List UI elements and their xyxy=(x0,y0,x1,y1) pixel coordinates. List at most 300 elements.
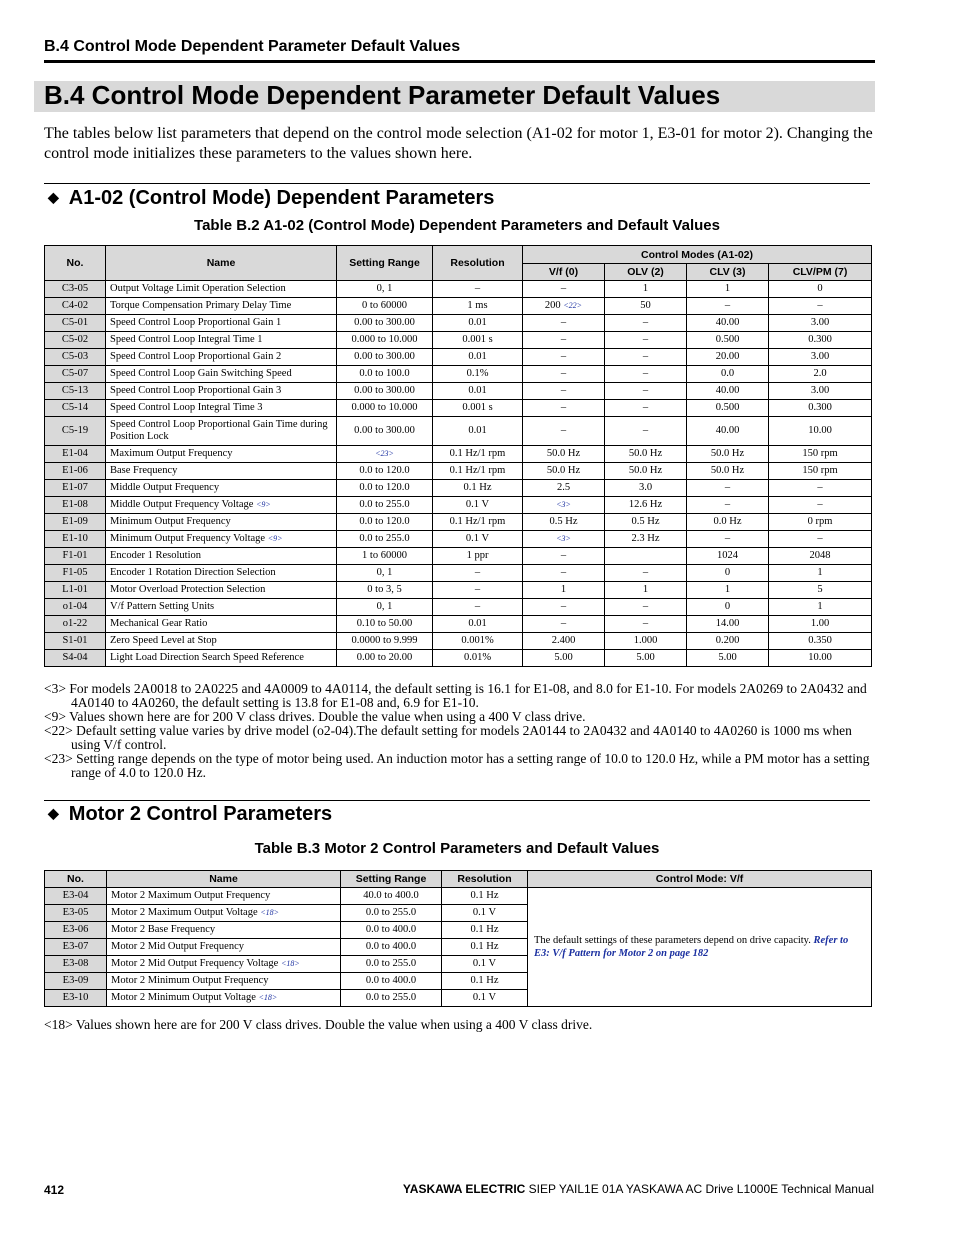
cell-text: 40.00 xyxy=(715,317,740,328)
cell-clv xyxy=(687,417,769,446)
cell-text: 0.1 Hz xyxy=(470,941,499,952)
cell-range xyxy=(337,582,433,599)
cell-text: Motor 2 Minimum Output Voltage xyxy=(111,992,259,1003)
cell-res xyxy=(442,956,528,973)
cell-text: 0.1 V xyxy=(472,992,497,1003)
footnote-ref-link[interactable]: <23> xyxy=(375,449,394,458)
cell-name xyxy=(106,383,337,400)
cell-clvpm xyxy=(769,548,872,565)
cross-reference-link[interactable]: Refer to E3: V/f Pattern for Motor 2 on page 182 xyxy=(534,935,849,959)
cell-vf xyxy=(523,463,605,480)
cell-range xyxy=(341,922,442,939)
cell-text: – xyxy=(817,482,823,493)
table-row xyxy=(45,400,872,417)
table-row xyxy=(45,582,872,599)
cell-text: E3-10 xyxy=(62,992,89,1003)
cell-olv xyxy=(605,548,687,565)
table-row xyxy=(45,531,872,548)
cell-text: – xyxy=(642,567,649,578)
cell-text: – xyxy=(560,567,567,578)
cell-name xyxy=(107,939,341,956)
cell-clv xyxy=(687,400,769,417)
cell-text: 0.500 xyxy=(715,402,740,413)
cell-text: – xyxy=(560,283,567,294)
cell-text: – xyxy=(724,533,731,544)
cell-text: 0.5 Hz xyxy=(631,516,660,527)
footnote-ref-link[interactable]: <18> xyxy=(260,908,280,917)
cell-text: 0, 1 xyxy=(376,601,393,612)
cell-text: – xyxy=(817,300,823,311)
cell-text: 0.0 to 400.0 xyxy=(365,924,417,935)
cell-vf xyxy=(523,298,605,315)
cell-clvpm xyxy=(769,383,872,400)
cell-res xyxy=(442,888,528,905)
cell-text: 1024 xyxy=(717,550,738,561)
cell-text: 0.200 xyxy=(715,635,740,646)
table-row xyxy=(45,480,872,497)
cell-name xyxy=(107,922,341,939)
cell-text: o1-22 xyxy=(62,618,88,629)
cell-text: Minimum Output Frequency xyxy=(110,516,231,527)
footnote-ref-link[interactable]: <18> xyxy=(258,993,278,1002)
cell-text: 0.1 Hz xyxy=(463,482,492,493)
cell-range xyxy=(337,400,433,417)
cell-text: Zero Speed Level at Stop xyxy=(110,635,217,646)
cell-olv xyxy=(605,332,687,349)
cell-no xyxy=(45,480,106,497)
cell-vf xyxy=(523,497,605,514)
cell-text: 1 xyxy=(817,601,823,612)
col-header-range: Setting Range xyxy=(337,246,433,281)
cell-no xyxy=(45,990,107,1007)
cell-clv xyxy=(687,565,769,582)
cell-range xyxy=(337,417,433,446)
table-row xyxy=(45,281,872,298)
cell-clv xyxy=(687,497,769,514)
footer-doc-title xyxy=(403,1182,874,1196)
cell-range xyxy=(337,633,433,650)
cell-res xyxy=(442,973,528,990)
cell-res xyxy=(433,298,523,315)
table-row xyxy=(45,366,872,383)
subsection-rule xyxy=(44,183,870,184)
cell-res xyxy=(433,417,523,446)
cell-clvpm xyxy=(769,599,872,616)
cell-text: C5-14 xyxy=(61,402,89,413)
cell-text: 10.00 xyxy=(808,652,832,663)
cell-text: Encoder 1 Resolution xyxy=(110,550,201,561)
cell-text: 0 xyxy=(724,601,731,612)
cell-no xyxy=(45,956,107,973)
cell-range xyxy=(337,514,433,531)
col-header-olv: OLV (2) xyxy=(605,264,687,281)
cell-text: o1-04 xyxy=(62,601,88,612)
cell-res xyxy=(433,616,523,633)
cell-text: 0.01 xyxy=(468,618,487,629)
cell-range xyxy=(337,548,433,565)
cell-text: 50.0 Hz xyxy=(710,465,745,476)
cell-no xyxy=(45,905,107,922)
table-row xyxy=(45,497,872,514)
cell-name xyxy=(106,531,337,548)
cell-text: 50 xyxy=(640,300,651,311)
cell-text: Middle Output Frequency Voltage xyxy=(110,499,257,510)
cell-text: 0.01 xyxy=(468,351,487,362)
cell-range xyxy=(341,956,442,973)
cell-range xyxy=(337,366,433,383)
footnote-ref-link[interactable]: <3> xyxy=(556,500,571,509)
cell-clv xyxy=(687,633,769,650)
cell-clv xyxy=(687,446,769,463)
cell-text: – xyxy=(560,351,567,362)
col-header-no: No. xyxy=(45,246,106,281)
cell-text: C5-03 xyxy=(61,351,89,362)
cell-text: 1 xyxy=(560,584,567,595)
table-caption-b3: Table B.3 Motor 2 Control Parameters and Default Values xyxy=(254,840,660,857)
cell-text: C5-02 xyxy=(61,334,89,345)
cell-clv xyxy=(687,548,769,565)
footnote-ref-link[interactable]: <22> xyxy=(563,301,583,310)
cell-text: – xyxy=(474,283,481,294)
cell-text: 40.0 to 400.0 xyxy=(363,890,419,901)
cell-text: 150 rpm xyxy=(802,465,838,476)
cell-range xyxy=(337,281,433,298)
footer-brand: YASKAWA ELECTRIC xyxy=(402,1182,526,1196)
cell-olv xyxy=(605,383,687,400)
cell-text: 0.1% xyxy=(466,368,489,379)
footnotes-b2 xyxy=(44,682,874,780)
cell-text: 0.1 Hz/1 rpm xyxy=(449,465,506,476)
cell-text: C3-05 xyxy=(61,283,89,294)
cell-name xyxy=(106,599,337,616)
cell-olv xyxy=(605,298,687,315)
cell-text: 1 ms xyxy=(467,300,488,311)
cell-text: E3-06 xyxy=(62,924,89,935)
cell-name xyxy=(106,548,337,565)
cell-olv xyxy=(605,616,687,633)
cell-text: 1 xyxy=(724,584,731,595)
cell-text: 40.00 xyxy=(715,385,740,396)
cell-olv xyxy=(605,565,687,582)
cell-text: Output Voltage Limit Operation Selection xyxy=(110,283,286,294)
cell-name xyxy=(106,332,337,349)
cell-text: E1-10 xyxy=(62,533,88,544)
cell-clvpm xyxy=(769,349,872,366)
cell-clv xyxy=(687,366,769,383)
cell-text: E3-08 xyxy=(62,958,89,969)
cell-text: 0.1 V xyxy=(472,958,497,969)
cell-text: Torque Compensation Primary Delay Time xyxy=(110,300,292,311)
cell-text: 0.1 Hz xyxy=(470,924,499,935)
cell-text: 0.0000 to 9.999 xyxy=(351,635,418,646)
cell-text: 0.10 to 50.00 xyxy=(356,618,413,629)
section-title: B.4 Control Mode Dependent Parameter Default Values xyxy=(44,80,721,110)
cell-text: – xyxy=(724,300,731,311)
footnote-ref-link[interactable]: <3> xyxy=(556,534,571,543)
cell-text: 1 xyxy=(642,584,649,595)
cell-no xyxy=(45,599,106,616)
page-number: 412 xyxy=(44,1183,65,1197)
cell-clv xyxy=(687,514,769,531)
cell-range xyxy=(337,332,433,349)
cell-vf xyxy=(523,400,605,417)
cell-name xyxy=(106,366,337,383)
cell-text: 12.6 Hz xyxy=(628,499,663,510)
cell-text: 0.00 to 300.00 xyxy=(354,425,415,436)
cell-text: E1-08 xyxy=(62,499,88,510)
cell-olv xyxy=(605,366,687,383)
cell-vf xyxy=(523,582,605,599)
cell-text: 0 rpm xyxy=(807,516,833,527)
cell-olv xyxy=(605,400,687,417)
col-header-clv: CLV (3) xyxy=(687,264,769,281)
cell-text: E1-04 xyxy=(62,448,88,459)
cell-no xyxy=(45,281,106,298)
cell-text: 0.500 xyxy=(715,334,740,345)
cell-res xyxy=(433,633,523,650)
cell-name xyxy=(106,315,337,332)
cell-text: 0.1 Hz xyxy=(470,975,499,986)
cell-vf xyxy=(523,446,605,463)
cell-no xyxy=(45,582,106,599)
cell-text: 3.00 xyxy=(810,317,830,328)
cell-text: 0.1 Hz/1 rpm xyxy=(449,448,506,459)
cell-vf xyxy=(523,599,605,616)
footnote: <22> Default setting value varies by drive model (o2-04).The default setting for models 2A0144 to 2A0432 and 4A0140 to 4A0260 is 1000 ms when using V/f control. xyxy=(44,723,852,752)
table-b3 xyxy=(44,870,872,1007)
cell-res xyxy=(442,990,528,1007)
cell-text: Speed Control Loop Proportional Gain 2 xyxy=(110,351,282,362)
cell-clvpm xyxy=(769,417,872,446)
cell-text: Motor 2 Mid Output Frequency Voltage xyxy=(111,958,281,969)
cell-olv xyxy=(605,446,687,463)
col-header-no: No. xyxy=(45,871,107,888)
cell-text: 0.01% xyxy=(463,652,492,663)
cell-no xyxy=(45,939,107,956)
cell-text: 0.1 V xyxy=(465,533,490,544)
cell-text: 0 xyxy=(724,567,731,578)
cell-text: – xyxy=(642,317,649,328)
cell-no xyxy=(45,973,107,990)
cell-text: V/f Pattern Setting Units xyxy=(110,601,215,612)
cell-clv xyxy=(687,315,769,332)
cell-no xyxy=(45,922,107,939)
cell-text: 40.00 xyxy=(715,425,740,436)
cell-text: – xyxy=(642,601,649,612)
cell-name xyxy=(106,633,337,650)
cell-text: Speed Control Loop Integral Time 1 xyxy=(110,334,263,345)
cell-text: 0.00 to 300.00 xyxy=(354,385,415,396)
cell-text: 0.0 to 120.0 xyxy=(359,516,410,527)
cell-text: 0.00 to 20.00 xyxy=(356,652,413,663)
cell-text: 2.0 xyxy=(813,368,827,379)
table-b2 xyxy=(44,245,872,667)
cell-text: 0.350 xyxy=(808,635,832,646)
cell-text: 0.000 to 10.000 xyxy=(351,402,418,413)
table-row xyxy=(45,417,872,446)
cell-vf xyxy=(523,650,605,667)
cell-text: Speed Control Loop Integral Time 3 xyxy=(110,402,263,413)
cell-range xyxy=(341,990,442,1007)
cell-text: 200 xyxy=(544,300,564,311)
footnote-ref-link[interactable]: <18> xyxy=(280,959,300,968)
col-header-range: Setting Range xyxy=(341,871,442,888)
cell-name xyxy=(106,616,337,633)
cell-text: 50.0 Hz xyxy=(546,465,581,476)
cell-res xyxy=(433,400,523,417)
cell-range xyxy=(337,480,433,497)
cell-no xyxy=(45,531,106,548)
cell-text: 0.5 Hz xyxy=(549,516,578,527)
subsection-title: Motor 2 Control Parameters xyxy=(68,803,333,825)
cell-olv xyxy=(605,650,687,667)
cell-text: 5.00 xyxy=(636,652,655,663)
cell-no xyxy=(45,548,106,565)
cell-text: 0.00 to 300.00 xyxy=(354,351,415,362)
cell-text: 0.0 to 400.0 xyxy=(365,975,417,986)
cell-text: – xyxy=(560,550,567,561)
cell-clvpm xyxy=(769,298,872,315)
cell-text: – xyxy=(474,584,481,595)
cell-text: S1-01 xyxy=(62,635,88,646)
cell-name xyxy=(106,417,337,446)
cell-no xyxy=(45,514,106,531)
diamond-bullet-icon: ◆ xyxy=(48,189,59,205)
cell-text: – xyxy=(642,402,649,413)
cell-vf xyxy=(523,383,605,400)
cell-text: – xyxy=(642,425,649,436)
cell-text: – xyxy=(560,334,567,345)
cell-res xyxy=(433,497,523,514)
cell-name xyxy=(107,990,341,1007)
cell-res xyxy=(442,939,528,956)
cell-range xyxy=(337,599,433,616)
cell-text: 1 ppr xyxy=(466,550,489,561)
cell-text: 5.00 xyxy=(554,652,573,663)
cell-text: Mechanical Gear Ratio xyxy=(110,618,208,629)
cell-vf xyxy=(523,332,605,349)
cell-vf xyxy=(523,366,605,383)
cell-res xyxy=(433,480,523,497)
cell-range xyxy=(337,349,433,366)
cell-no xyxy=(45,463,106,480)
subsection-title: A1-02 (Control Mode) Dependent Parameters xyxy=(68,187,495,209)
cell-text: 0.1 V xyxy=(465,499,490,510)
cell-clv xyxy=(687,383,769,400)
cell-text: 1.00 xyxy=(810,618,830,629)
cell-text: Light Load Direction Search Speed Reference xyxy=(110,652,304,663)
subsection-rule xyxy=(44,800,870,801)
cell-text: 5 xyxy=(817,584,823,595)
cell-text: 2.5 xyxy=(556,482,571,493)
cell-text: – xyxy=(642,385,649,396)
cell-text: E1-09 xyxy=(62,516,88,527)
cell-text: 0 to 60000 xyxy=(362,300,407,311)
col-header-control-mode-vf: Control Mode: V/f xyxy=(528,871,872,888)
cell-text: – xyxy=(560,601,567,612)
cell-range xyxy=(337,497,433,514)
cell-text: – xyxy=(724,499,731,510)
cell-clvpm xyxy=(769,565,872,582)
table-row xyxy=(45,298,872,315)
cell-text: – xyxy=(817,499,823,510)
cell-text: 0.1 V xyxy=(472,907,497,918)
cell-range xyxy=(337,463,433,480)
cell-no xyxy=(45,888,107,905)
cell-text: 3.00 xyxy=(810,385,830,396)
cell-text: Maximum Output Frequency xyxy=(110,448,233,459)
footer-manual-title: SIEP YAIL1E 01A YASKAWA AC Drive L1000E Technical Manual xyxy=(525,1182,874,1196)
cell-text: – xyxy=(560,317,567,328)
cell-text: 0.0 to 120.0 xyxy=(359,465,410,476)
cell-vf xyxy=(523,565,605,582)
footnote: <18> Values shown here are for 200 V class drives. Double the value when using a 400 V class drive. xyxy=(44,1017,593,1032)
cell-text: Speed Control Loop Proportional Gain 3 xyxy=(110,385,282,396)
cell-clv xyxy=(687,480,769,497)
cell-olv xyxy=(605,480,687,497)
cell-text: 0.300 xyxy=(808,402,832,413)
cell-clvpm xyxy=(769,531,872,548)
cell-text: 0, 1 xyxy=(376,283,393,294)
cell-range xyxy=(337,446,433,463)
cell-clv xyxy=(687,531,769,548)
cell-no xyxy=(45,497,106,514)
cell-text: 50.0 Hz xyxy=(546,448,581,459)
cell-name xyxy=(106,349,337,366)
cell-text: 0.01 xyxy=(468,385,487,396)
cell-range xyxy=(337,616,433,633)
footnotes-b3 xyxy=(44,1018,874,1032)
cell-olv xyxy=(605,531,687,548)
cell-text: 0.0 to 255.0 xyxy=(365,907,417,918)
col-header-resolution: Resolution xyxy=(433,246,523,281)
cell-vf xyxy=(523,417,605,446)
cell-text: – xyxy=(817,533,823,544)
cell-text: 0.001% xyxy=(461,635,494,646)
col-header-name: Name xyxy=(106,246,337,281)
header-rule xyxy=(44,60,875,63)
footnote-ref-link[interactable]: <9> xyxy=(256,500,271,509)
cell-clv xyxy=(687,616,769,633)
cell-vf xyxy=(523,531,605,548)
intro-paragraph: The tables below list parameters that depend on the control mode selection (A1-02 for motor 1, E3-01 for motor 2). Changing the control mode initializes these parameters to the values shown here. xyxy=(44,125,873,162)
cell-name xyxy=(106,582,337,599)
table-row xyxy=(45,599,872,616)
cell-vf xyxy=(523,616,605,633)
cell-no xyxy=(45,633,106,650)
cell-text: 0.000 to 10.000 xyxy=(351,334,418,345)
cell-name xyxy=(106,565,337,582)
cell-vf xyxy=(523,548,605,565)
cell-text: Middle Output Frequency xyxy=(110,482,220,493)
cell-text: 2.3 Hz xyxy=(631,533,660,544)
table-row xyxy=(45,633,872,650)
cell-olv xyxy=(605,582,687,599)
cell-text: Motor 2 Maximum Output Voltage xyxy=(111,907,261,918)
cell-clv xyxy=(687,332,769,349)
footnote: <23> Setting range depends on the type of motor being used. An induction motor has a setting range of 10.0 to 120.0 Hz, while a PM motor has a setting range of 4.0 to 120.0 Hz. xyxy=(44,751,870,780)
cell-text: 0.300 xyxy=(808,334,832,345)
cell-text: Motor 2 Base Frequency xyxy=(111,924,216,935)
cell-olv xyxy=(605,315,687,332)
table-caption-b2: Table B.2 A1-02 (Control Mode) Dependent Parameters and Default Values xyxy=(194,217,720,234)
cell-clvpm xyxy=(769,400,872,417)
cell-clv xyxy=(687,582,769,599)
cell-name xyxy=(106,463,337,480)
cell-clv xyxy=(687,650,769,667)
cell-text: E1-06 xyxy=(62,465,88,476)
footnote-ref-link[interactable]: <9> xyxy=(267,534,283,543)
